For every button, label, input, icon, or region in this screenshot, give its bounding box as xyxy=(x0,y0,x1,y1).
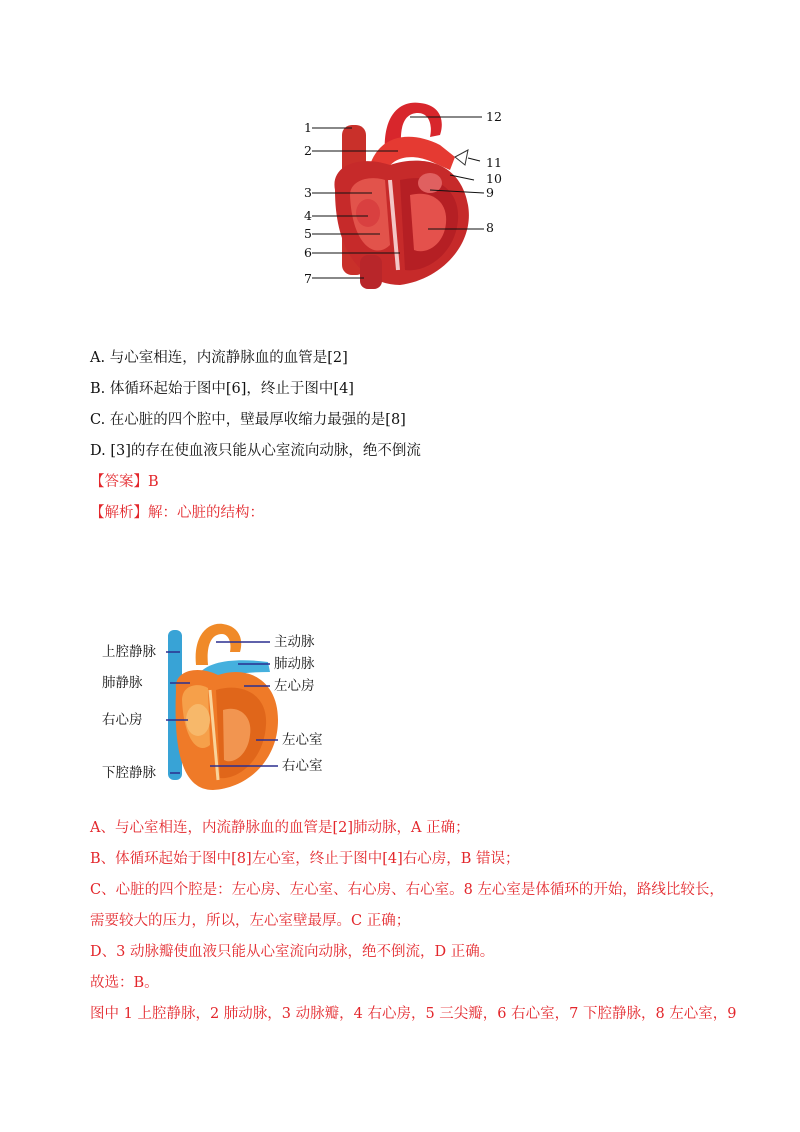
label-inferior-vena-cava: 下腔静脉 xyxy=(102,765,156,781)
figure1-label-10: 10 xyxy=(486,171,502,186)
option-c: C. 在心脏的四个腔中，壁最厚收缩力最强的是[8] xyxy=(90,412,406,428)
explanation-a: A、与心室相连，内流静脉血的血管是[2]肺动脉，A 正确； xyxy=(90,820,470,836)
figure1-label-8: 8 xyxy=(486,220,494,235)
option-b: B. 体循环起始于图中[6]，终止于图中[4] xyxy=(90,381,354,397)
analysis-tag: 【解析】 xyxy=(90,505,148,521)
label-left-atrium: 左心房 xyxy=(274,678,315,694)
label-pulmonary-vein: 肺静脉 xyxy=(102,675,143,691)
label-left-ventricle: 左心室 xyxy=(282,732,323,748)
label-superior-vena-cava: 上腔静脉 xyxy=(102,644,156,660)
explanation-legend: 图中 1 上腔静脉，2 肺动脉，3 动脉瓣，4 右心房，5 三尖瓣，6 右心室，7 下腔静脉，8 左心室，9 xyxy=(90,1006,737,1022)
explanation-d: D、3 动脉瓣使血液只能从心室流向动脉，绝不倒流，D 正确。 xyxy=(90,944,495,960)
analysis-line xyxy=(90,503,264,523)
explanation-c-line1: C、心脏的四个腔是：左心房、左心室、右心房、右心室。8 左心室是体循环的开始，路线比较长， xyxy=(90,882,724,898)
analysis-text: 解：心脏的结构： xyxy=(148,505,264,521)
figure1-label-1: 1 xyxy=(304,120,312,135)
option-d: D. [3]的存在使血液只能从心室流向动脉，绝不倒流 xyxy=(90,443,421,459)
figure1-label-5: 5 xyxy=(304,226,312,241)
figure1-label-7: 7 xyxy=(304,271,312,286)
option-a: A. 与心室相连，内流静脉血的血管是[2] xyxy=(90,350,348,366)
heart-diagram-labeled xyxy=(98,620,338,792)
label-right-ventricle: 右心室 xyxy=(282,758,323,774)
heart-illustration xyxy=(290,95,510,295)
figure1-label-2: 2 xyxy=(304,143,312,158)
label-pulmonary-artery: 肺动脉 xyxy=(274,656,315,672)
label-right-atrium: 右心房 xyxy=(102,712,143,728)
explanation-conclusion: 故选：B。 xyxy=(90,975,159,991)
explanation-c-line2: 需要较大的压力，所以，左心室壁最厚。C 正确； xyxy=(90,913,411,929)
figure1-label-11: 11 xyxy=(486,155,502,170)
label-aorta: 主动脉 xyxy=(274,634,315,650)
figure1-label-12: 12 xyxy=(486,109,502,124)
explanation-b: B、体循环起始于图中[8]左心室，终止于图中[4]右心房，B 错误； xyxy=(90,851,520,867)
figure1-label-6: 6 xyxy=(304,245,312,260)
figure1-label-4: 4 xyxy=(304,208,312,223)
answer-line xyxy=(90,472,159,492)
answer-value: B xyxy=(148,474,159,490)
answer-tag: 【答案】 xyxy=(90,474,148,490)
figure1-label-3: 3 xyxy=(304,185,312,200)
heart-illustration-2 xyxy=(98,620,338,792)
figure1-label-9: 9 xyxy=(486,185,494,200)
heart-diagram-numbered xyxy=(290,95,510,295)
